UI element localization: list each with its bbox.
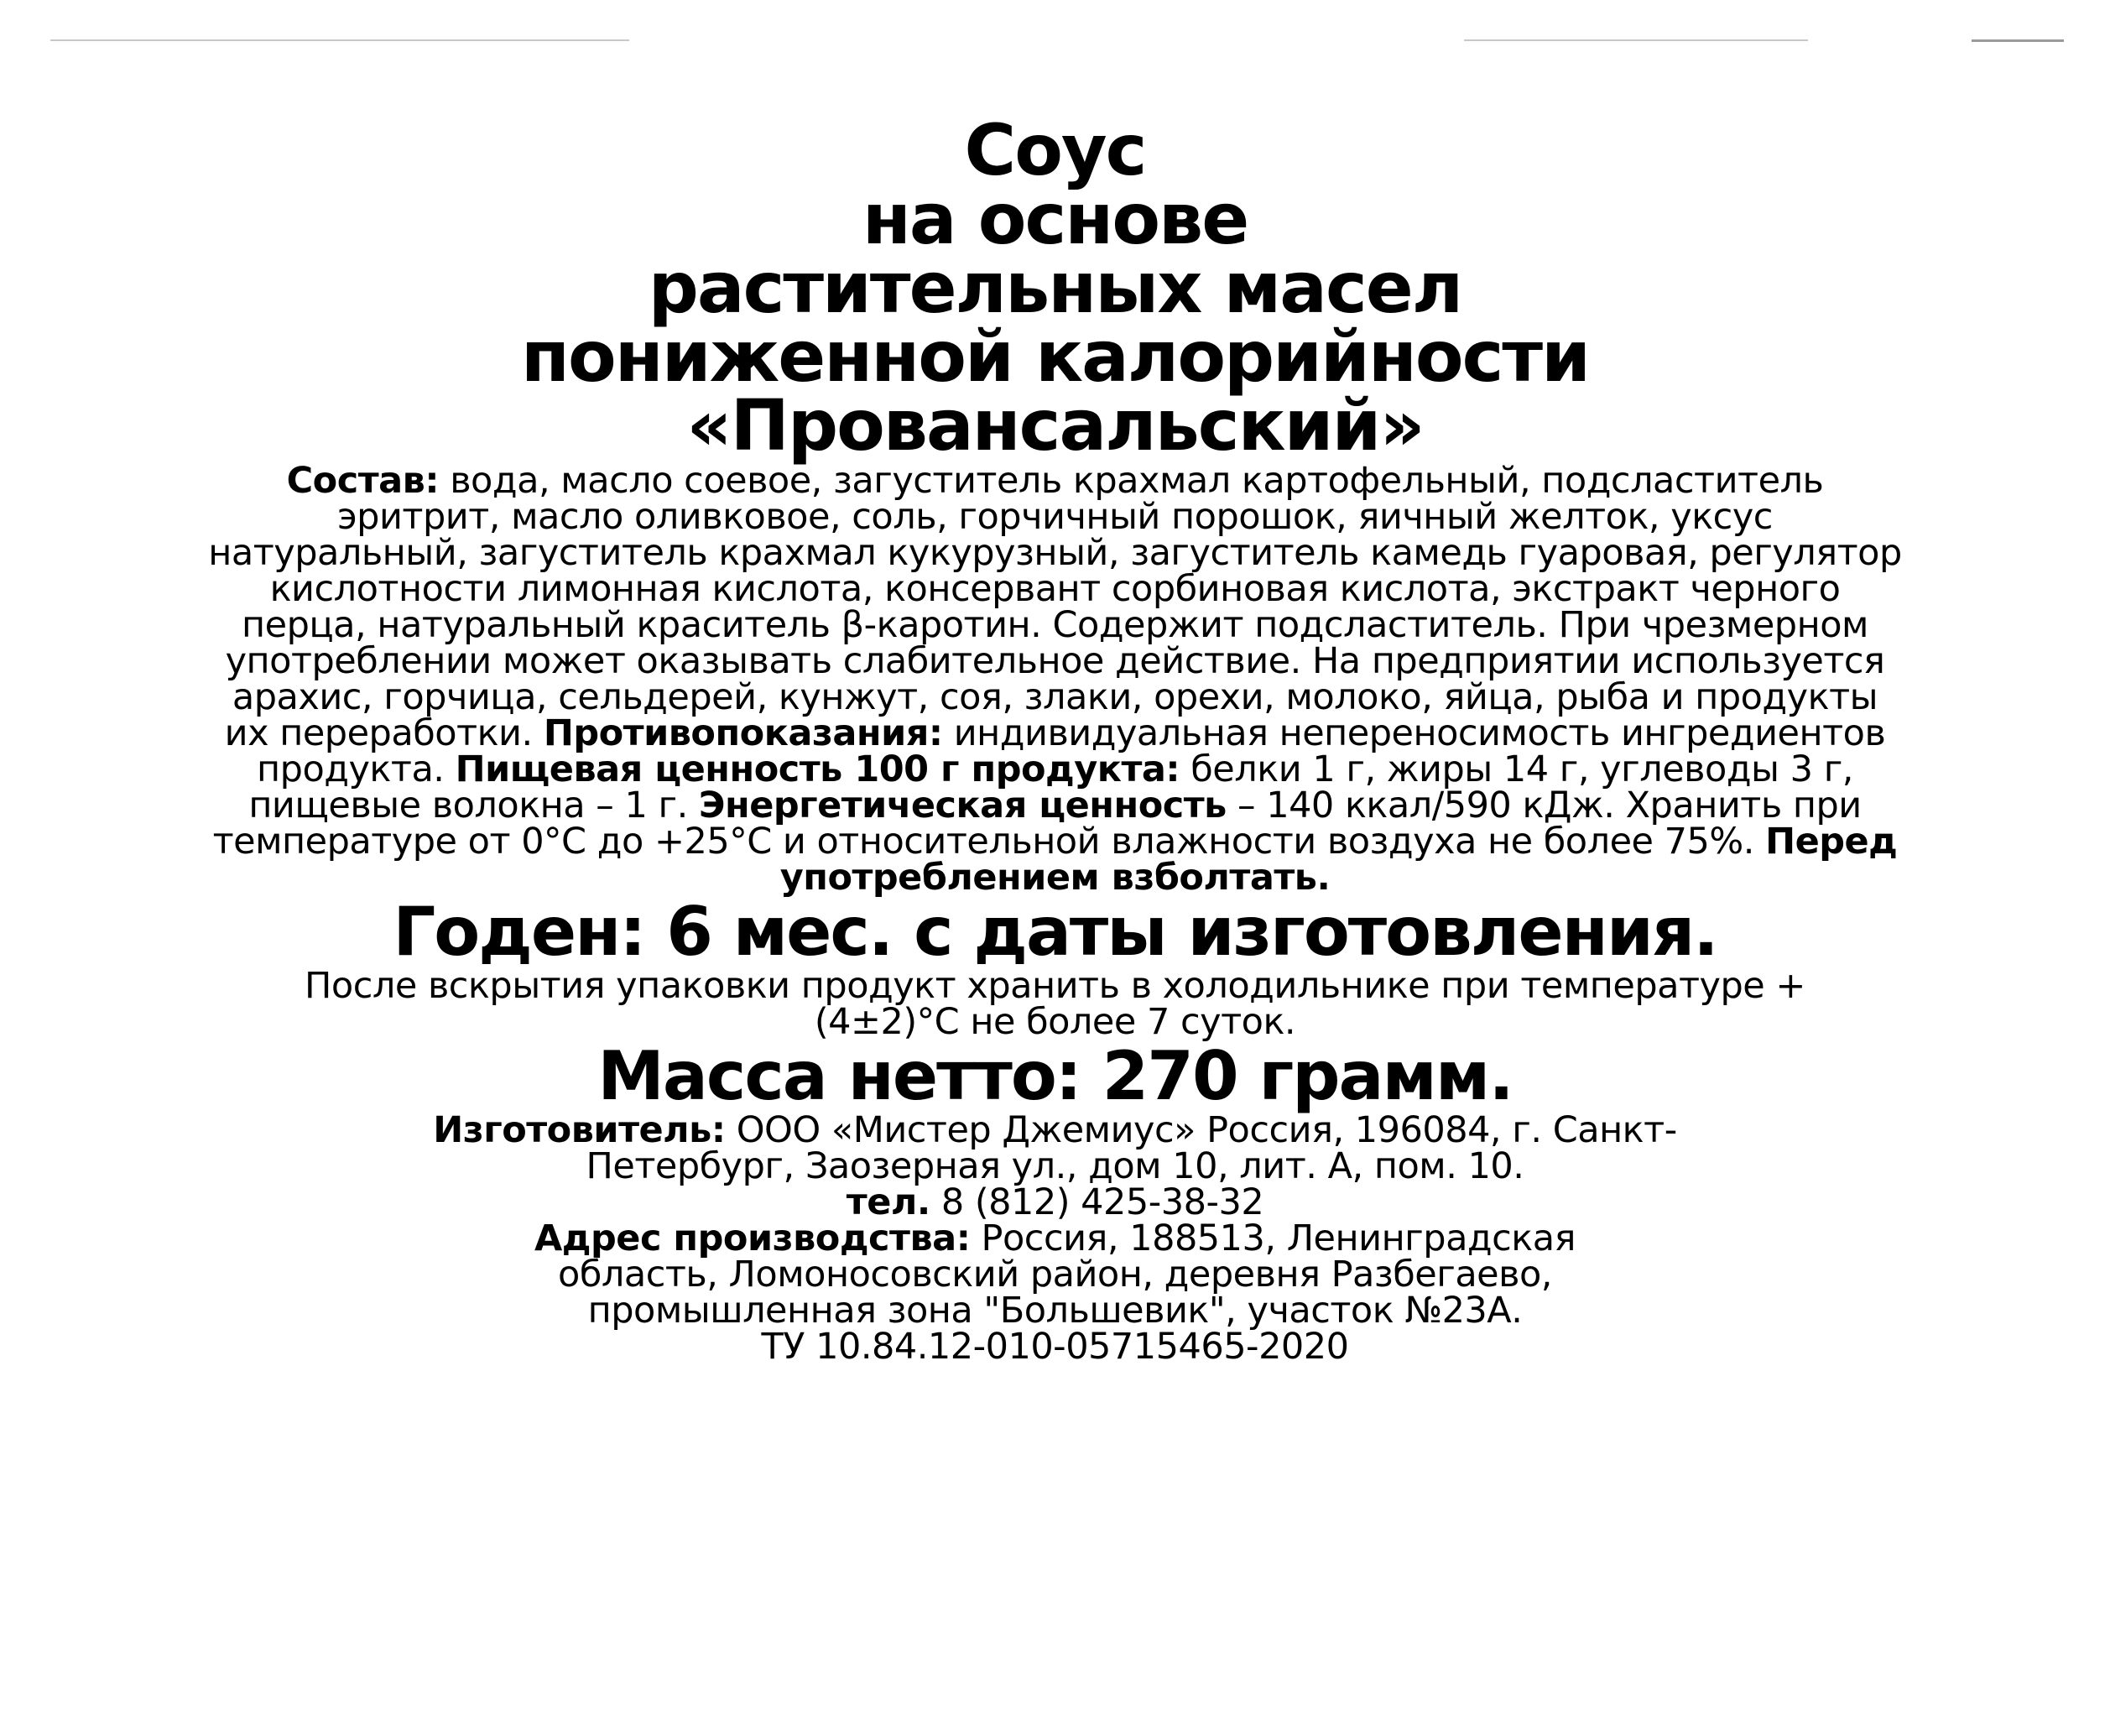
product-title (0, 109, 2110, 467)
composition-paragraph (208, 460, 1903, 899)
nutrition-label: Пищевая ценность 100 г продукта: (455, 748, 1180, 790)
nutrition-text: белки 1 г, жиры 14 г, углеводы 3 г, пищевые волокна – 1 г. (248, 748, 1853, 826)
net-weight: Масса нетто: 270 грамм. (597, 1037, 1513, 1115)
production-address (460, 1217, 1651, 1332)
crop-rule-far-right (1972, 39, 2064, 42)
title-line: на основе (862, 178, 1248, 260)
phone-line (0, 1181, 2110, 1223)
shelf-life: Годен: 6 мес. с даты изготовления. (393, 893, 1717, 971)
product-label (0, 109, 2110, 1368)
composition-text: вода, масло соевое, загуститель крахмал картофельный, подсластитель эритрит, масло оливковое, соль, горчичный порошок, яичный желток, уксус натуральный, загуститель крахмал кукурузный, загуститель камедь гуаровая, регулятор кислотности лимонная кислота, консервант сорбиновая кислота, экстракт черного перца, натуральный краситель β-каротин. Содержит подсластитель. При чрезмерном употреблении может оказывать слабительное действие. На предприятии используется арахис, горчица, сельдерей, кунжут, соя, злаки, орехи, молоко, яйца, рыба и продукты их переработки. (208, 460, 1902, 754)
crop-rule-left (50, 39, 629, 41)
manufacturer-block (376, 1109, 1735, 1187)
composition-label: Состав: (286, 460, 440, 502)
title-line: пониженной калорийности (521, 315, 1589, 398)
shake-instruction: Перед употреблением взболтать. (779, 821, 1898, 899)
title-line: «Провансальский» (686, 384, 1424, 467)
production-text: Россия, 188513, Ленинградская область, Ломоносовский район, деревня Разбегаево, промышленная зона "Большевик", участок №23А. (558, 1217, 1576, 1332)
crop-rule-right (1464, 39, 1808, 41)
technical-standard: ТУ 10.84.12-010-05715465-2020 (761, 1326, 1349, 1368)
after-opening-storage: После вскрытия упаковки продукт хранить в холодильнике при температуре +(4±2)°С не более 7 суток. (305, 965, 1805, 1043)
contraindications-label: Противопоказания: (543, 712, 943, 754)
manufacturer-text: ООО «Мистер Джемиус» Россия, 196084, г. Санкт-Петербург, Заозерная ул., дом 10, лит. А, пом. 10. (586, 1109, 1677, 1187)
energy-label: Энергетическая ценность (698, 785, 1227, 826)
title-line: Соус (964, 109, 1146, 191)
title-line: растительных масел (648, 247, 1462, 329)
energy-text: – 140 ккал/590 кДж. Хранить при температуре от 0°С до +25°С и относительной влажности воздуха не более 75%. (212, 785, 1862, 863)
manufacturer-label: Изготовитель: (433, 1109, 726, 1151)
production-label: Адрес производства: (534, 1217, 971, 1259)
phone-number: 8 (812) 425-38-32 (930, 1181, 1264, 1223)
phone-label: тел. (846, 1181, 930, 1223)
contraindications-text: индивидуальная непереносимость ингредиентов продукта. (257, 712, 1886, 790)
